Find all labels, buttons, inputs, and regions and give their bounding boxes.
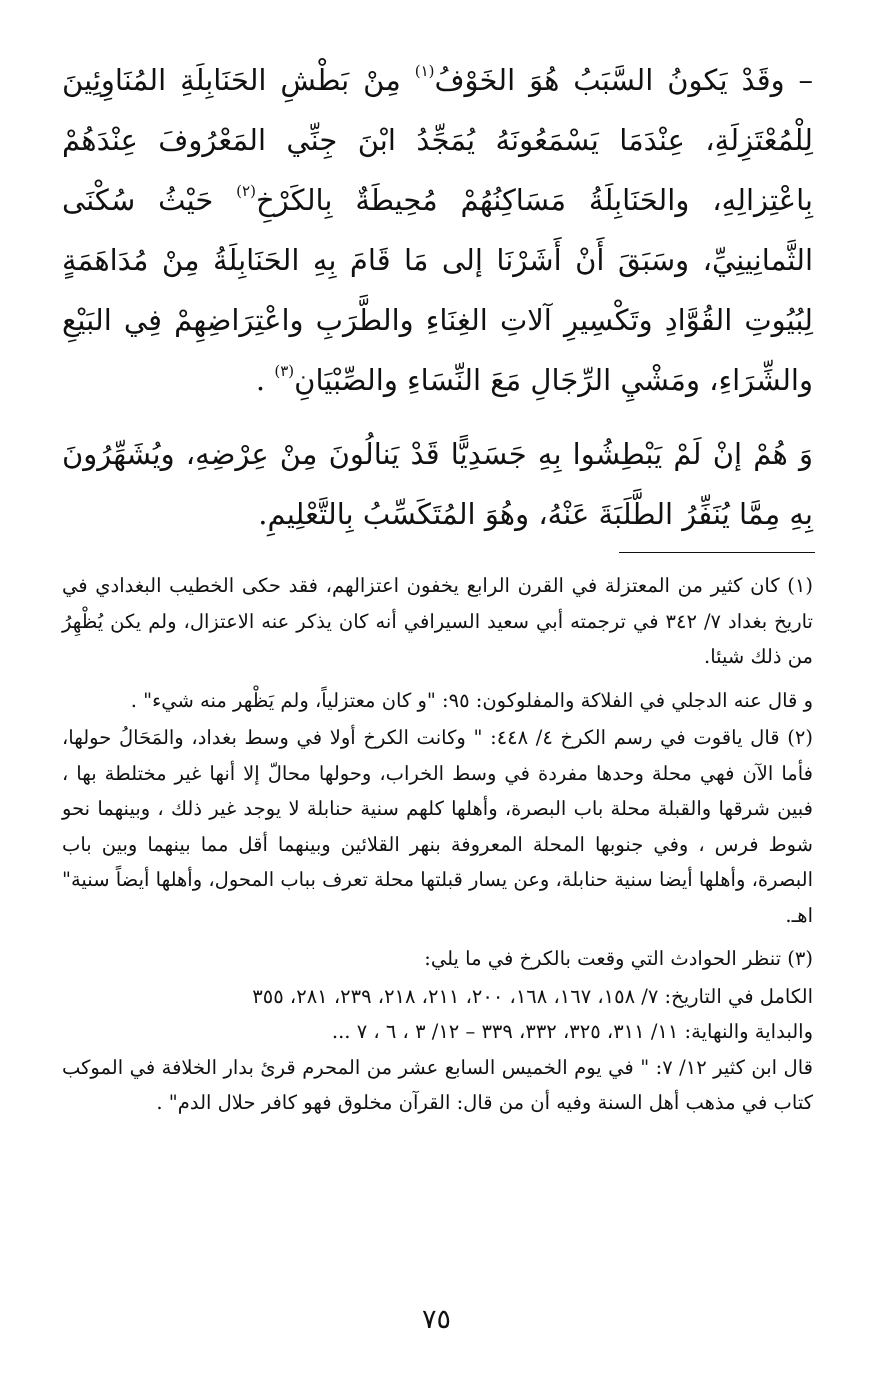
footnotes [62,568,813,1121]
footnote-marker-2: (٢) [236,182,256,200]
page-number: ٧٥ [421,1304,451,1335]
footnote-3-bidaya: والبداية والنهاية: ١١/ ٣١١، ٣٢٥، ٣٣٢، ٣٣٩ – ١٢/ ٣ ، ٦ ، ٧ ... [331,1020,813,1043]
footnote-marker-3: (٣) [274,362,295,380]
footnote-1: (١) كان كثير من المعتزلة في القرن الرابع يخفون اعتزالهم، فقد حكى الخطيب البغدادي في تاريخ بغداد ٧/ ٣٤٢ في ترجمته أبي سعيد السيرافي أنه كان يذكر عنه الاعتزال، ولم يكن يُظْهِرُ من ذلك شيئا. [62,574,813,668]
footnote-3-intro: (٣) تنظر الحوادث التي وقعت بالكرخ في ما يلي: [424,947,813,970]
footnote-3-ibn-kathir: قال ابن كثير ١٢/ ٧: " في يوم الخميس السابع عشر من المحرم قرئ بدار الخلافة في الموكب كتاب في مذهب أهل السنة وفيه أن من قال: القرآن مخلوق فهو كافر حلال الدم" . [62,1055,813,1114]
paragraph-1-part-3: حَيْثُ سُكْنَى الثَّمانِينِيِّ، وسَبَقَ أَنْ أَشَرْنَا إلى مَا قَامَ بِهِ الحَنَابِلَةُ مِنْ مُدَاهَمَةٍ لِبُيُوتِ القُوَّادِ وتَكْسِيرِ آلاتِ الغِنَاءِ والطَّرَبِ واعْتِرَاضِهِمْ فِي البَيْعِ والشِّرَاءِ، ومَشْيِ الرِّجَالِ مَعَ النِّسَاءِ والصِّبْيَانِ [62,183,813,397]
paragraph-1-part-4: . [255,363,275,397]
main-paragraph-2: وَ هُمْ إنْ لَمْ يَبْطِشُوا بِهِ جَسَدِيًّا قَدْ يَنالُونَ مِنْ عِرْضِهِ، ويُشَهِّرُونَ بِهِ مِمَّا يُنَفِّرُ الطَّلَبَةَ عَنْهُ، وهُوَ المُتَكَسِّبُ بِالتَّعْلِيمِ. [62,437,813,531]
footnote-2: (٢) قال ياقوت في رسم الكرخ ٤/ ٤٤٨: " وكانت الكرخ أولا في وسط بغداد، والمَحَالُ حولها، فأما الآن فهي محلة وحدها مفردة في وسط الخراب، وحولها محالّ إلا أنها غير مختلطة بها ، فبين شرقها والقبلة محلة باب البصرة، وأهلها كلهم سنية حنابلة لا يوجد غير ذلك ، وبينهما نحو شوط فرس ، وفي جنوبها المحلة المعروفة بنهر القلائين وبينهما أقل مما بينهما وبين باب البصرة، وأهلها أيضا سنية حنابلة، وعن يسار قبلتها محلة تعرف بباب المحول، وأهلها أيضاً سنية" اهـ. [62,726,813,927]
footnote-3-kamil: الكامل في التاريخ: ٧/ ١٥٨، ١٦٧، ١٦٨، ٢٠٠، ٢١١، ٢١٨، ٢٣٩، ٢٨١، ٣٥٥ [252,984,813,1008]
paragraph-1-part-1: – وقَدْ يَكونُ السَّبَبُ هُوَ الخَوْفُ [434,63,813,97]
footnote-1-addition: و قال عنه الدجلي في الفلاكة والمفلوكون: ٩٥: "و كان معتزلياً، ولم يَظْهر منه شيء" . [130,688,813,712]
main-paragraph-1 [62,50,813,410]
footnote-marker-1: (١) [414,62,435,80]
footnote-separator [619,552,815,553]
main-text [62,50,813,544]
paragraph-1-part-2: مِنْ بَطْشِ الحَنَابِلَةِ المُنَاوِئِينَ لِلْمُعْتَزِلَةِ، عِنْدَمَا يَسْمَعُونَهُ يُمَجِّدُ ابْنَ جِنِّي المَعْرُوفَ عِنْدَهُمْ بِاعْتِزالِهِ، والحَنَابِلَةُ مَسَاكِنُهُمْ مُحِيطَةٌ بِالكَرْخِ [62,63,813,217]
